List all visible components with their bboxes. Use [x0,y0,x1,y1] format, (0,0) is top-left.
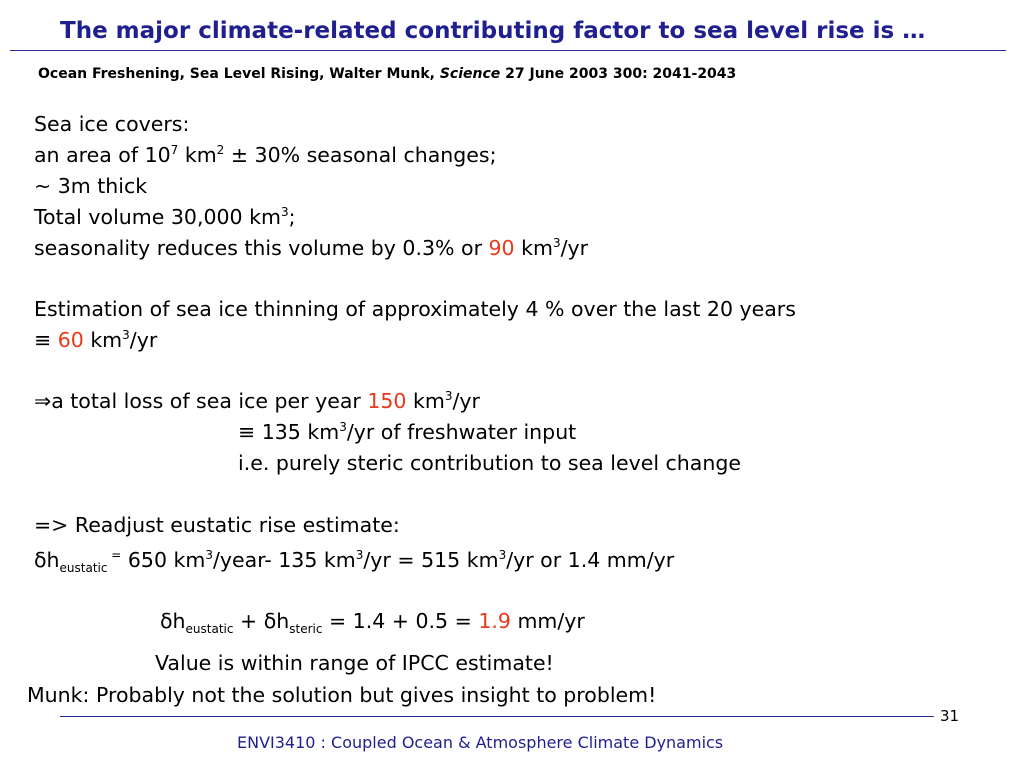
thinning-line: Estimation of sea ice thinning of approximately 4 % over the last 20 years [34,297,796,321]
total-volume-line: Total volume 30,000 $km^3$; [34,205,296,229]
eustatic-equation: $\delta h_{eustatic}$ = 650 $km^3/year-$ 135 $km^3/yr = 515$ $km^3/yr$ or 1.4 mm/yr [34,548,675,576]
title-divider [10,50,1006,51]
thinning-result-line: ≡ 60 $km^3/yr$ [34,328,158,352]
sea-ice-block [34,109,588,264]
thinning-value: 60 [57,328,84,352]
thickness-line: ~ 3m thick [34,174,148,198]
thinning-block [34,294,796,356]
implies-symbol: ⇒ [34,389,52,413]
total-rise-value: 1.9 [478,609,511,633]
freshwater-block [238,417,741,479]
munk-note: Munk: Probably not the solution but gives insight to problem! [27,683,657,707]
readjust-line: => Readjust eustatic rise estimate: [34,513,400,537]
course-footer: ENVI3410 : Coupled Ocean & Atmosphere Climate Dynamics [237,733,724,752]
freshwater-line: ≡ 135 $km^3/yr$ of freshwater input [238,420,577,444]
total-loss-value: 150 [367,389,407,413]
citation [38,66,736,82]
sea-ice-covers-line: Sea ice covers: [34,112,190,136]
seasonality-line: seasonality reduces this volume by 0.3% or 90 $km^3/yr$ [34,236,589,260]
citation-details: 27 June 2003 300: 2041-2043 [500,66,737,82]
footer-divider [60,716,934,717]
citation-text: Ocean Freshening, Sea Level Rising, Walter Munk, [38,66,440,82]
citation-journal: Science [439,66,501,82]
total-loss-line: ⇒a total loss of sea ice per year 150 $km^3/yr$ [34,389,480,413]
slide-title: The major climate-related contributing factor to sea level rise is … [60,18,926,44]
seasonality-value: 90 [488,236,515,260]
total-rise-equation: $\delta h_{eustatic} + \delta h_{steric} = 1.4 + 0.5 = 1.9$ mm/yr [160,609,585,637]
steric-contribution-line: i.e. purely steric contribution to sea level change [238,451,741,475]
area-line: an area of $10^7$ $km^2 \pm 30\%$ seasonal changes; [34,143,497,167]
page-number: 31 [940,707,960,725]
ipcc-note: Value is within range of IPCC estimate! [155,651,554,675]
